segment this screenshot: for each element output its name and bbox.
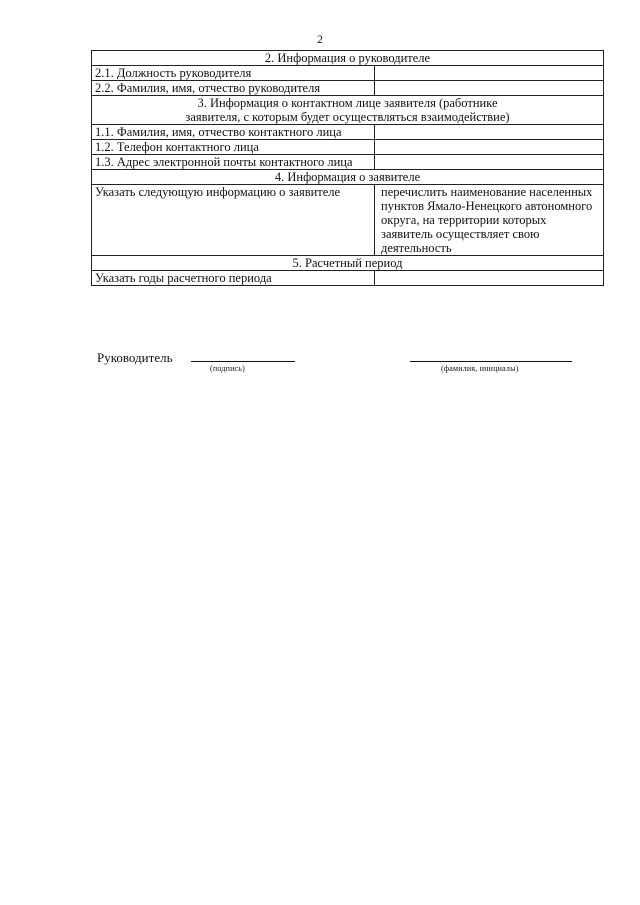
head-fullname-label: 2.2. Фамилия, имя, отчество руководителя	[92, 81, 375, 96]
section-contact-title-line1: 3. Информация о контактном лице заявителя (работнике	[197, 96, 498, 110]
contact-phone-value[interactable]	[375, 140, 604, 155]
signature-label: Руководитель	[97, 350, 173, 365]
section-contact-header	[92, 96, 604, 125]
section-applicant-header	[92, 170, 604, 185]
period-years-value[interactable]	[375, 271, 604, 286]
section-head-title: 2. Информация о руководителе	[92, 51, 604, 66]
table-row	[92, 185, 604, 256]
section-contact-title-line2: заявителя, с которым будет осуществляться взаимодействие)	[185, 110, 510, 124]
name-initials-line[interactable]	[410, 361, 572, 362]
contact-email-value[interactable]	[375, 155, 604, 170]
contact-email-label: 1.3. Адрес электронной почты контактного лица	[92, 155, 375, 170]
page-number: 2	[317, 32, 323, 46]
application-form-table	[91, 50, 604, 286]
section-period-header	[92, 256, 604, 271]
table-row	[92, 66, 604, 81]
table-row	[92, 81, 604, 96]
signature-line[interactable]	[191, 361, 295, 362]
signature-caption: (подпись)	[210, 364, 246, 373]
name-initials-caption: (фамилия, инициалы)	[441, 364, 519, 373]
contact-fullname-label: 1.1. Фамилия, имя, отчество контактного лица	[92, 125, 375, 140]
table-row	[92, 271, 604, 286]
section-period-title: 5. Расчетный период	[92, 256, 604, 271]
head-position-label: 2.1. Должность руководителя	[92, 66, 375, 81]
section-applicant-title: 4. Информация о заявителе	[92, 170, 604, 185]
table-row	[92, 155, 604, 170]
head-fullname-value[interactable]	[375, 81, 604, 96]
section-contact-title	[92, 96, 604, 125]
contact-fullname-value[interactable]	[375, 125, 604, 140]
applicant-info-label: Указать следующую информацию о заявителе	[92, 185, 375, 256]
applicant-info-value[interactable]: перечислить наименование населенных пунктов Ямало-Ненецкого автономного округа, на территории которых заявитель осуществляет свою деятельность	[375, 185, 604, 256]
table-row	[92, 140, 604, 155]
table-row	[92, 125, 604, 140]
head-position-value[interactable]	[375, 66, 604, 81]
period-years-label: Указать годы расчетного периода	[92, 271, 375, 286]
contact-phone-label: 1.2. Телефон контактного лица	[92, 140, 375, 155]
section-head-header	[92, 51, 604, 66]
